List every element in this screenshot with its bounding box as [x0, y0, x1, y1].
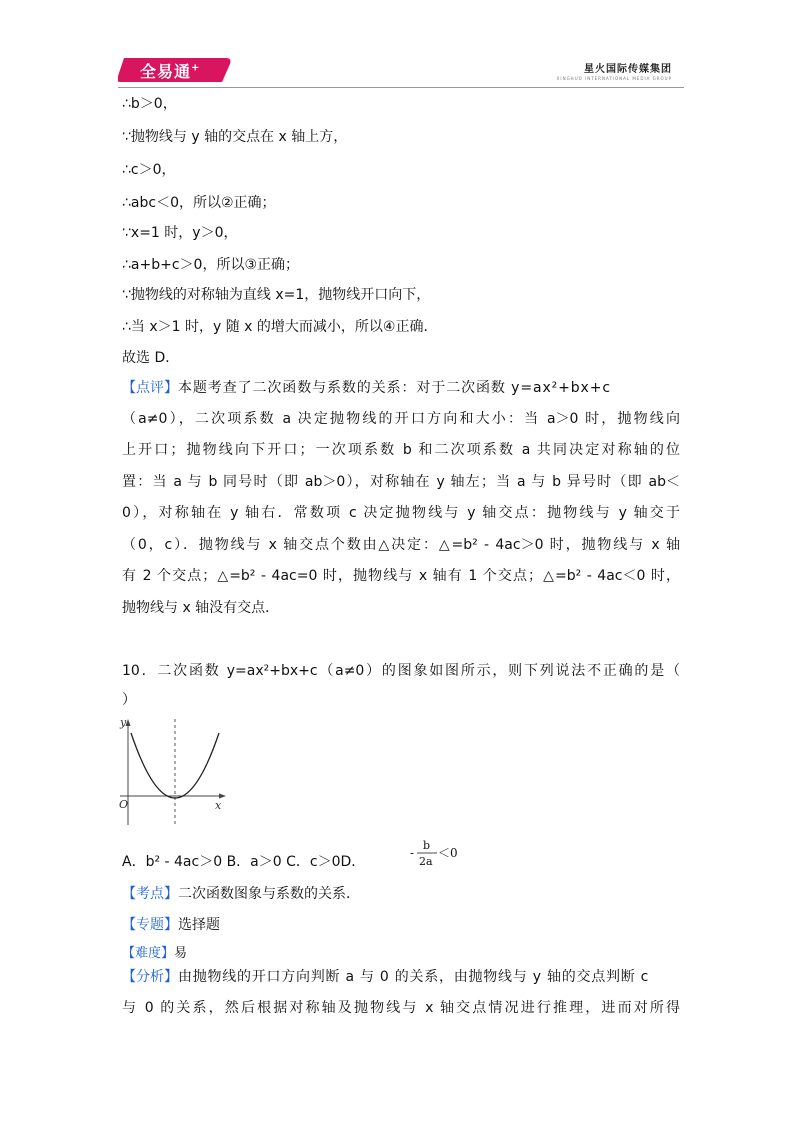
option-d-fraction	[408, 838, 464, 868]
parabola-graph	[118, 715, 228, 827]
text-line: ∴当 x＞1 时，y 随 x 的增大而减小，所以④正确．	[122, 319, 438, 335]
comment-label: 【点评】	[122, 380, 178, 396]
fraction-minus: -	[410, 846, 415, 860]
comment-line-1: 【点评】本题考查了二次函数与系数的关系：对于二次函数 y=ax²+bx+c	[122, 380, 611, 396]
nandu-label: 【难度】	[122, 946, 175, 961]
nandu-line: 【难度】易	[122, 946, 188, 961]
fenxi-label: 【分析】	[122, 969, 178, 985]
page-header	[118, 56, 684, 86]
comment-line-3: 上开口；抛物线向下开口；一次项系数 b 和二次项系数 a 共同决定对称轴的位	[122, 442, 680, 458]
logo-text: 全易通+	[140, 62, 201, 81]
brand-subtitle: XINGHUO INTERNATIONAL MEDIA GROUP	[556, 76, 672, 81]
comment-line-2: （a≠0），二次项系数 a 决定抛物线的开口方向和大小：当 a＞0 时，抛物线向	[122, 411, 680, 427]
kaodian-label: 【考点】	[122, 886, 178, 902]
question-10-line-1: 10．二次函数 y=ax²+bx+c（a≠0）的图象如图所示，则下列说法不正确的是（	[122, 663, 680, 679]
parabola-curve	[131, 733, 219, 798]
brand-name: 星火国际传媒集团	[584, 64, 672, 75]
origin-label: O	[119, 798, 129, 811]
zhuanti-label: 【专题】	[122, 917, 178, 933]
text-line: ∴c＞0，	[122, 162, 176, 178]
comment-line-8: 抛物线与 x 轴没有交点．	[122, 600, 280, 616]
text-line: ∵抛物线的对称轴为直线 x=1，抛物线开口向下，	[122, 287, 431, 303]
fenxi-line-2: 与 0 的关系，然后根据对称轴及抛物线与 x 轴交点情况进行推理，进而对所得	[122, 1000, 680, 1016]
text-line: ∵抛物线与 y 轴的交点在 x 轴上方，	[122, 129, 348, 145]
comment-line-7: 有 2 个交点；△=b² - 4ac=0 时，抛物线与 x 轴有 1 个交点；△=b² - 4ac＜0 时，	[122, 568, 680, 584]
text-line: 故选 D．	[122, 350, 180, 366]
text-line: ∴a+b+c＞0，所以③正确；	[122, 257, 299, 273]
y-axis-arrow	[126, 719, 131, 726]
fraction-relation: ＜0	[438, 846, 458, 860]
fraction-numerator: b	[423, 839, 431, 852]
header-divider	[118, 87, 684, 88]
answer-options: A．b² - 4ac＞0 B．a＞0 C．c＞0D．	[122, 854, 366, 870]
y-axis-label: y	[120, 716, 127, 729]
fraction-denominator: 2a	[419, 855, 433, 868]
text-line: ∴abc＜0，所以②正确；	[122, 195, 276, 211]
comment-line-6: （0，c）．抛物线与 x 轴交点个数由△决定：△=b² - 4ac＞0 时，抛物线与 x 轴	[122, 537, 680, 553]
kaodian-line: 【考点】二次函数图象与系数的关系．	[122, 886, 360, 902]
x-axis-label: x	[215, 799, 222, 812]
brand-block	[557, 60, 672, 81]
x-axis-arrow	[219, 794, 226, 799]
comment-line-4: 置：当 a 与 b 同号时（即 ab＞0），对称轴在 y 轴左；当 a 与 b 异号时（即 ab＜	[122, 474, 680, 490]
text-line: ∵x=1 时，y＞0，	[122, 225, 238, 241]
comment-line-5: 0），对称轴在 y 轴右．常数项 c 决定抛物线与 y 轴交点：抛物线与 y 轴交于	[122, 505, 680, 521]
text-line: ∴b＞0，	[122, 96, 177, 112]
zhuanti-line: 【专题】选择题	[122, 917, 220, 933]
fenxi-line-1: 【分析】由抛物线的开口方向判断 a 与 0 的关系，由抛物线与 y 轴的交点判断 c	[122, 969, 650, 985]
question-10-line-2: ）	[122, 692, 136, 708]
